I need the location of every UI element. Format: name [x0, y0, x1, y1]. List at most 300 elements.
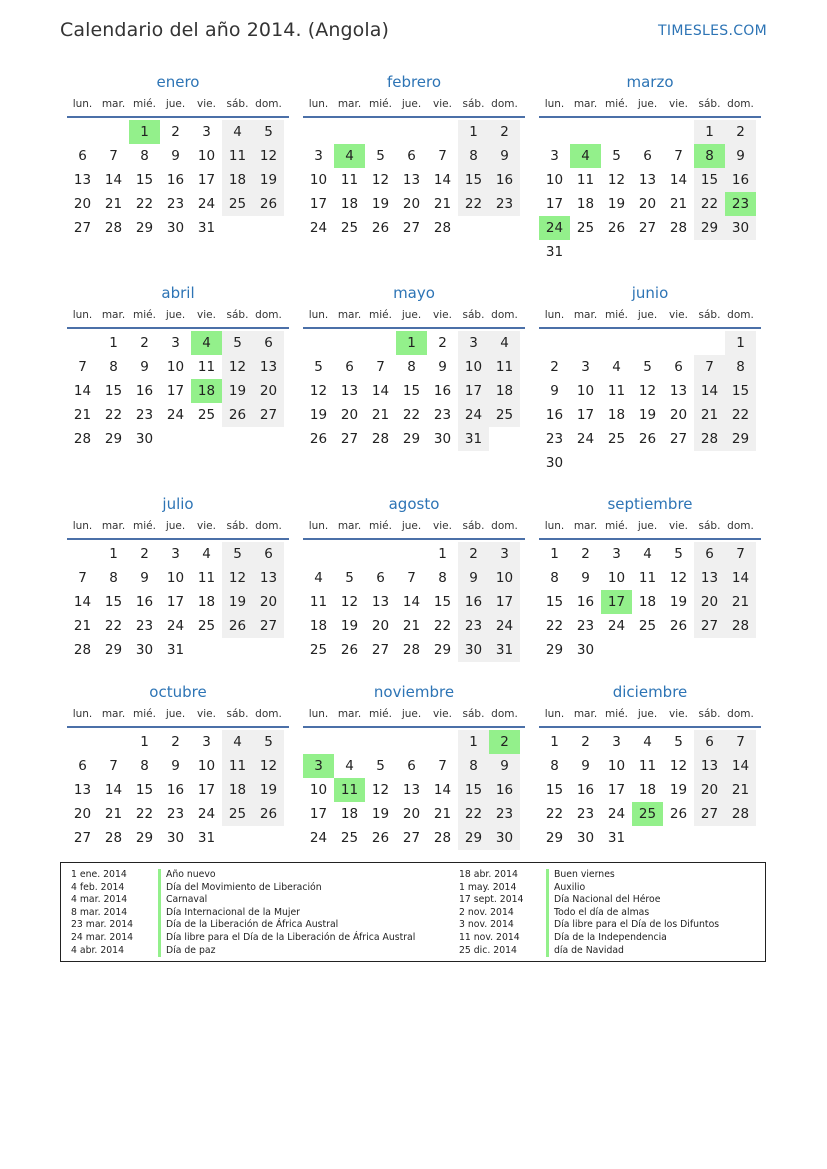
day-cell: 9 — [140, 570, 149, 586]
day-cell: 9 — [140, 359, 149, 375]
day-cell: 31 — [197, 830, 216, 846]
weekday-label: dom. — [491, 708, 518, 720]
day-cell: 20 — [73, 806, 92, 822]
day-cell: 14 — [433, 172, 452, 188]
weekday-label: dom. — [727, 708, 754, 720]
day-cell: 22 — [402, 407, 421, 423]
day-cell: 29 — [135, 830, 154, 846]
week-row — [539, 120, 761, 144]
day-cell: 5 — [253, 120, 284, 144]
week-row — [303, 331, 525, 355]
day-cell: 21 — [694, 403, 725, 427]
day-cell: 22 — [104, 407, 123, 423]
day-cell: 10 — [607, 570, 626, 586]
empty-cell — [570, 451, 601, 475]
weekday-label: jue. — [637, 98, 658, 110]
week-row — [67, 216, 289, 240]
header-divider — [539, 327, 761, 329]
empty-cell — [632, 331, 663, 355]
day-cell: 30 — [135, 642, 154, 658]
empty-cell — [725, 451, 756, 475]
day-cell: 29 — [458, 826, 489, 850]
weekday-header — [303, 515, 525, 537]
week-row — [539, 240, 761, 264]
day-cell: 31 — [197, 220, 216, 236]
day-cell: 14 — [669, 172, 688, 188]
day-cell: 10 — [489, 566, 520, 590]
week-row — [67, 192, 289, 216]
week-row — [303, 403, 525, 427]
day-cell: 1 — [458, 730, 489, 754]
day-cell: 3 — [458, 331, 489, 355]
holiday-date: 4 mar. 2014 — [71, 894, 128, 906]
day-cell: 4 — [489, 331, 520, 355]
weekday-label: lun. — [544, 708, 565, 720]
empty-cell — [489, 427, 520, 451]
day-cell: 22 — [725, 403, 756, 427]
day-cell: 26 — [340, 642, 359, 658]
header-divider — [539, 116, 761, 118]
weekday-label: jue. — [637, 520, 658, 532]
weekday-label: vie. — [433, 98, 452, 110]
holiday-name: día de Navidad — [546, 945, 624, 958]
holiday-entry — [61, 945, 415, 958]
day-cell: 24 — [489, 614, 520, 638]
brand-link[interactable]: TIMESLES.COM — [658, 23, 767, 39]
empty-cell — [725, 240, 756, 264]
weekday-label: sáb. — [698, 708, 721, 720]
empty-cell — [365, 730, 396, 754]
day-cell: 6 — [78, 148, 87, 164]
week-row — [539, 754, 761, 778]
header-divider — [539, 538, 761, 540]
day-cell: 8 — [140, 758, 149, 774]
day-cell: 25 — [197, 407, 216, 423]
holiday-name: Carnaval — [158, 894, 207, 907]
month-agosto — [303, 494, 525, 662]
day-cell: 9 — [489, 144, 520, 168]
day-cell: 10 — [576, 383, 595, 399]
week-row — [303, 192, 525, 216]
weekday-label: lun. — [72, 708, 93, 720]
day-cell: 9 — [458, 566, 489, 590]
empty-cell — [694, 240, 725, 264]
week-row — [67, 542, 289, 566]
day-cell: 7 — [694, 355, 725, 379]
day-cell: 20 — [73, 196, 92, 212]
day-cell: 27 — [694, 802, 725, 826]
week-row — [67, 355, 289, 379]
month-noviembre — [303, 682, 525, 850]
month-diciembre — [539, 682, 761, 850]
weekday-label: dom. — [255, 708, 282, 720]
day-cell: 19 — [371, 196, 390, 212]
header-divider — [303, 116, 525, 118]
weekday-label: vie. — [197, 520, 216, 532]
day-cell: 9 — [489, 754, 520, 778]
week-row — [303, 826, 525, 850]
day-cell: 18 — [340, 806, 359, 822]
week-row — [303, 144, 525, 168]
day-cell: 20 — [340, 407, 359, 423]
month-enero — [67, 72, 289, 240]
holiday-date: 17 sept. 2014 — [459, 894, 524, 906]
weekday-label: mié. — [133, 309, 156, 321]
day-cell: 20 — [402, 196, 421, 212]
day-cell: 18 — [191, 379, 222, 403]
weekday-label: vie. — [669, 309, 688, 321]
day-cell: 2 — [725, 120, 756, 144]
day-cell: 10 — [545, 172, 564, 188]
day-cell: 2 — [140, 335, 149, 351]
day-cell: 22 — [694, 192, 725, 216]
day-cell: 26 — [253, 802, 284, 826]
day-cell: 21 — [433, 196, 452, 212]
empty-cell — [663, 826, 694, 850]
day-cell: 7 — [109, 758, 118, 774]
day-cell: 1 — [109, 546, 118, 562]
day-cell: 20 — [694, 590, 725, 614]
weekday-label: vie. — [197, 98, 216, 110]
day-cell: 31 — [458, 427, 489, 451]
weekday-header — [67, 703, 289, 725]
empty-cell — [303, 542, 334, 566]
day-cell: 15 — [104, 383, 123, 399]
day-cell: 16 — [166, 172, 185, 188]
day-cell: 13 — [73, 782, 92, 798]
holiday-name: Día de la Liberación de África Austral — [158, 919, 338, 932]
day-cell: 15 — [725, 379, 756, 403]
holiday-entry — [449, 869, 719, 882]
day-cell: 21 — [725, 778, 756, 802]
week-row — [303, 778, 525, 802]
holiday-date: 25 dic. 2014 — [459, 944, 517, 956]
day-cell: 30 — [166, 830, 185, 846]
day-cell: 25 — [632, 802, 663, 826]
day-cell: 17 — [309, 806, 328, 822]
weekday-label: dom. — [727, 520, 754, 532]
month-name: diciembre — [612, 683, 688, 701]
day-cell: 25 — [197, 618, 216, 634]
month-mayo — [303, 283, 525, 451]
day-cell: 19 — [222, 590, 253, 614]
weekday-label: mié. — [369, 309, 392, 321]
day-cell: 30 — [576, 642, 595, 658]
empty-cell — [632, 120, 663, 144]
day-cell: 31 — [545, 244, 564, 260]
day-cell: 16 — [576, 782, 595, 798]
day-cell: 4 — [191, 331, 222, 355]
day-cell: 31 — [166, 642, 185, 658]
day-cell: 25 — [489, 403, 520, 427]
day-cell: 7 — [725, 542, 756, 566]
month-junio — [539, 283, 761, 475]
empty-cell — [365, 120, 396, 144]
day-cell: 16 — [433, 383, 452, 399]
month-name: mayo — [393, 284, 435, 302]
holiday-name: Buen viernes — [546, 869, 615, 882]
holiday-entry — [61, 894, 415, 907]
month-julio — [67, 494, 289, 662]
day-cell: 27 — [402, 830, 421, 846]
day-cell: 29 — [694, 216, 725, 240]
weekday-label: vie. — [669, 708, 688, 720]
day-cell: 3 — [550, 148, 559, 164]
day-cell: 20 — [638, 196, 657, 212]
empty-cell — [67, 331, 98, 355]
day-cell: 22 — [104, 618, 123, 634]
empty-cell — [725, 826, 756, 850]
day-cell: 23 — [166, 196, 185, 212]
weekday-label: lun. — [544, 520, 565, 532]
day-cell: 16 — [489, 168, 520, 192]
week-row — [539, 216, 761, 240]
holiday-date: 18 abr. 2014 — [459, 869, 518, 880]
day-cell: 8 — [438, 570, 447, 586]
weekday-label: jue. — [401, 520, 422, 532]
day-cell: 23 — [135, 618, 154, 634]
weekday-label: mar. — [101, 98, 126, 110]
day-cell: 24 — [309, 220, 328, 236]
weekday-label: mar. — [573, 309, 598, 321]
day-cell: 11 — [638, 758, 657, 774]
day-cell: 15 — [694, 168, 725, 192]
week-row — [67, 566, 289, 590]
day-cell: 28 — [433, 830, 452, 846]
day-cell: 15 — [545, 782, 564, 798]
day-cell: 15 — [433, 594, 452, 610]
day-cell: 16 — [725, 168, 756, 192]
day-cell: 9 — [171, 148, 180, 164]
day-cell: 5 — [345, 570, 354, 586]
day-cell: 12 — [340, 594, 359, 610]
day-cell: 11 — [197, 359, 216, 375]
day-cell: 2 — [581, 734, 590, 750]
day-cell: 25 — [222, 192, 253, 216]
month-name: enero — [156, 73, 200, 91]
day-cell: 22 — [433, 618, 452, 634]
day-cell: 16 — [458, 590, 489, 614]
holiday-date: 2 nov. 2014 — [459, 906, 514, 918]
weekday-label: lun. — [544, 309, 565, 321]
day-cell: 4 — [612, 359, 621, 375]
day-cell: 2 — [140, 546, 149, 562]
week-row — [303, 638, 525, 662]
weekday-label: sáb. — [226, 520, 249, 532]
day-cell: 18 — [638, 594, 657, 610]
empty-cell — [663, 240, 694, 264]
week-row — [539, 638, 761, 662]
day-cell: 4 — [643, 734, 652, 750]
empty-cell — [663, 638, 694, 662]
day-cell: 20 — [253, 590, 284, 614]
day-cell: 2 — [438, 335, 447, 351]
day-cell: 3 — [303, 754, 334, 778]
day-cell: 1 — [550, 546, 559, 562]
empty-cell — [632, 638, 663, 662]
empty-cell — [539, 120, 570, 144]
day-cell: 14 — [104, 172, 123, 188]
day-cell: 3 — [612, 734, 621, 750]
day-cell: 19 — [253, 168, 284, 192]
weekday-header — [67, 93, 289, 115]
day-cell: 4 — [345, 758, 354, 774]
weekday-label: mar. — [337, 520, 362, 532]
empty-cell — [396, 542, 427, 566]
day-cell: 10 — [166, 570, 185, 586]
weekday-label: dom. — [255, 98, 282, 110]
week-row — [303, 730, 525, 754]
day-cell: 21 — [73, 618, 92, 634]
day-cell: 27 — [253, 403, 284, 427]
day-cell: 23 — [576, 806, 595, 822]
empty-cell — [98, 730, 129, 754]
week-row — [303, 355, 525, 379]
day-cell: 30 — [545, 455, 564, 471]
day-cell: 17 — [545, 196, 564, 212]
weekday-label: mié. — [133, 520, 156, 532]
day-cell: 27 — [73, 830, 92, 846]
weekday-label: mar. — [101, 708, 126, 720]
day-cell: 28 — [725, 802, 756, 826]
day-cell: 1 — [109, 335, 118, 351]
day-cell: 8 — [550, 758, 559, 774]
day-cell: 25 — [340, 220, 359, 236]
empty-cell — [694, 638, 725, 662]
day-cell: 10 — [309, 782, 328, 798]
day-cell: 5 — [222, 331, 253, 355]
day-cell: 8 — [109, 570, 118, 586]
week-row — [303, 590, 525, 614]
day-cell: 3 — [171, 546, 180, 562]
day-cell: 6 — [407, 148, 416, 164]
week-row — [67, 802, 289, 826]
day-cell: 1 — [550, 734, 559, 750]
day-cell: 13 — [402, 172, 421, 188]
week-row — [539, 403, 761, 427]
weekday-label: mar. — [573, 98, 598, 110]
day-cell: 23 — [135, 407, 154, 423]
day-cell: 12 — [669, 758, 688, 774]
weekday-label: jue. — [165, 520, 186, 532]
holiday-list-right — [449, 869, 719, 957]
day-cell: 27 — [253, 614, 284, 638]
month-name: noviembre — [373, 683, 455, 701]
day-cell: 22 — [545, 618, 564, 634]
empty-cell — [601, 638, 632, 662]
day-cell: 12 — [371, 172, 390, 188]
day-cell: 15 — [135, 172, 154, 188]
holiday-entry — [61, 869, 415, 882]
day-cell: 7 — [78, 359, 87, 375]
day-cell: 25 — [607, 431, 626, 447]
day-cell: 17 — [489, 590, 520, 614]
day-cell: 15 — [402, 383, 421, 399]
day-cell: 1 — [458, 120, 489, 144]
empty-cell — [365, 542, 396, 566]
empty-cell — [396, 120, 427, 144]
holiday-name: Día de la Independencia — [546, 932, 667, 945]
day-cell: 18 — [489, 379, 520, 403]
day-cell: 8 — [694, 144, 725, 168]
weekday-label: sáb. — [462, 98, 485, 110]
day-cell: 5 — [314, 359, 323, 375]
holiday-entry — [449, 919, 719, 932]
day-cell: 11 — [638, 570, 657, 586]
weekday-header — [539, 703, 761, 725]
month-name: julio — [162, 495, 194, 513]
empty-cell — [570, 331, 601, 355]
weekday-label: lun. — [72, 98, 93, 110]
day-cell: 26 — [669, 806, 688, 822]
weekday-label: lun. — [308, 708, 329, 720]
holiday-entry — [61, 882, 415, 895]
empty-cell — [365, 331, 396, 355]
weekday-label: sáb. — [226, 309, 249, 321]
day-cell: 27 — [73, 220, 92, 236]
month-name: marzo — [626, 73, 674, 91]
week-row — [303, 614, 525, 638]
weekday-label: mié. — [369, 708, 392, 720]
week-row — [67, 638, 289, 662]
day-cell: 23 — [458, 614, 489, 638]
day-cell: 2 — [489, 730, 520, 754]
day-cell: 18 — [222, 778, 253, 802]
day-cell: 17 — [309, 196, 328, 212]
day-cell: 23 — [576, 618, 595, 634]
empty-cell — [191, 638, 222, 662]
day-cell: 10 — [197, 148, 216, 164]
empty-cell — [601, 451, 632, 475]
day-cell: 30 — [135, 431, 154, 447]
week-row — [303, 566, 525, 590]
day-cell: 18 — [576, 196, 595, 212]
day-cell: 1 — [438, 546, 447, 562]
day-cell: 26 — [371, 220, 390, 236]
empty-cell — [334, 542, 365, 566]
holiday-entry — [449, 882, 719, 895]
day-cell: 16 — [545, 407, 564, 423]
day-cell: 28 — [402, 642, 421, 658]
day-cell: 11 — [222, 754, 253, 778]
week-row — [303, 168, 525, 192]
month-name: septiembre — [607, 495, 693, 513]
weekday-header — [303, 93, 525, 115]
day-cell: 16 — [489, 778, 520, 802]
day-cell: 13 — [371, 594, 390, 610]
holiday-name: Día del Movimiento de Liberación — [158, 882, 322, 895]
day-cell: 22 — [458, 192, 489, 216]
empty-cell — [334, 331, 365, 355]
day-cell: 13 — [402, 782, 421, 798]
holiday-name: Día Internacional de la Mujer — [158, 907, 300, 920]
weekday-label: mar. — [101, 520, 126, 532]
day-cell: 31 — [489, 638, 520, 662]
empty-cell — [334, 120, 365, 144]
weekday-label: jue. — [401, 98, 422, 110]
day-cell: 28 — [694, 427, 725, 451]
weekday-label: vie. — [669, 98, 688, 110]
weekday-label: sáb. — [462, 708, 485, 720]
day-cell: 25 — [222, 802, 253, 826]
day-cell: 28 — [104, 830, 123, 846]
holiday-date: 24 mar. 2014 — [71, 931, 134, 943]
day-cell: 14 — [402, 594, 421, 610]
day-cell: 12 — [253, 754, 284, 778]
weekday-label: dom. — [255, 309, 282, 321]
day-cell: 26 — [669, 618, 688, 634]
day-cell: 21 — [402, 618, 421, 634]
